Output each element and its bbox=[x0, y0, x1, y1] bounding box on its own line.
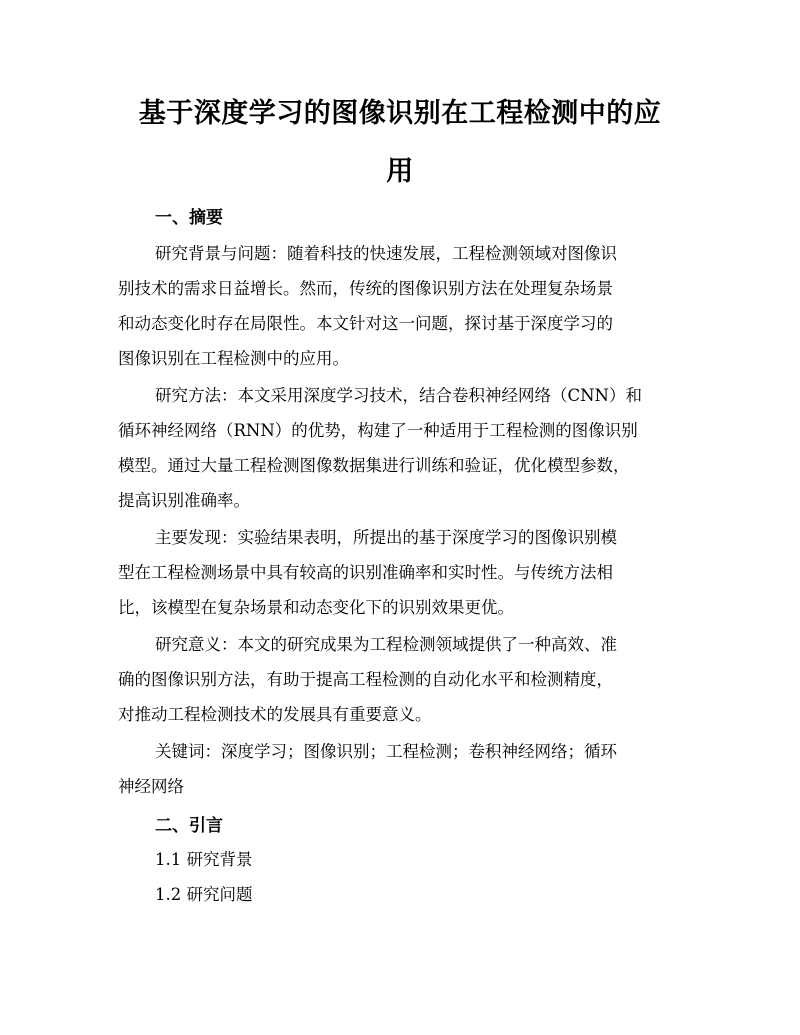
paragraph-line: 和动态变化时存在局限性。本文针对这一问题，探讨基于深度学习的 bbox=[118, 314, 613, 333]
paragraph-line: 别技术的需求日益增长。然而，传统的图像识别方法在处理复杂场景 bbox=[118, 279, 613, 298]
paragraph-line: 模型。通过大量工程检测图像数据集进行训练和验证，优化模型参数， bbox=[118, 456, 630, 475]
paragraph-line: 比，该模型在复杂场景和动态变化下的识别效果更优。 bbox=[118, 598, 514, 617]
paragraph-line: 型在工程检测场景中具有较高的识别准确率和实时性。与传统方法相 bbox=[118, 563, 613, 582]
paragraph-line: 研究方法：本文采用深度学习技术，结合卷积神经网络（CNN）和 bbox=[155, 386, 642, 405]
paragraph-line: 研究背景与问题：随着科技的快速发展，工程检测领域对图像识 bbox=[155, 244, 617, 263]
subsection-heading-problem: 1.2 研究问题 bbox=[155, 885, 253, 904]
paragraph-line: 关键词：深度学习；图像识别；工程检测；卷积神经网络；循环 bbox=[155, 742, 617, 761]
paragraph-line: 研究意义：本文的研究成果为工程检测领域提供了一种高效、准 bbox=[155, 635, 617, 654]
paragraph-line: 图像识别在工程检测中的应用。 bbox=[118, 349, 349, 368]
paragraph-line: 主要发现：实验结果表明，所提出的基于深度学习的图像识别模 bbox=[155, 528, 617, 547]
paragraph-line: 神经网络 bbox=[118, 777, 184, 796]
abstract-background-paragraph bbox=[118, 236, 684, 376]
subsection-heading-background: 1.1 研究背景 bbox=[155, 850, 253, 869]
paragraph-line: 确的图像识别方法，有助于提高工程检测的自动化水平和检测精度， bbox=[118, 670, 613, 689]
paragraph-line: 循环神经网络（RNN）的优势，构建了一种适用于工程检测的图像识别 bbox=[118, 421, 638, 440]
keywords-paragraph bbox=[118, 734, 684, 804]
paragraph-line: 提高识别准确率。 bbox=[118, 491, 250, 510]
title-line: 用 bbox=[386, 156, 414, 187]
abstract-findings-paragraph bbox=[118, 520, 684, 625]
title-line: 基于深度学习的图像识别在工程检测中的应 bbox=[138, 98, 662, 129]
document-title bbox=[110, 85, 690, 201]
paragraph-line: 对推动工程检测技术的发展具有重要意义。 bbox=[118, 705, 432, 724]
section-heading-introduction: 二、引言 bbox=[155, 816, 223, 836]
section-heading-abstract: 一、摘要 bbox=[155, 208, 223, 228]
abstract-significance-paragraph bbox=[118, 627, 684, 732]
abstract-method-paragraph bbox=[118, 378, 684, 518]
